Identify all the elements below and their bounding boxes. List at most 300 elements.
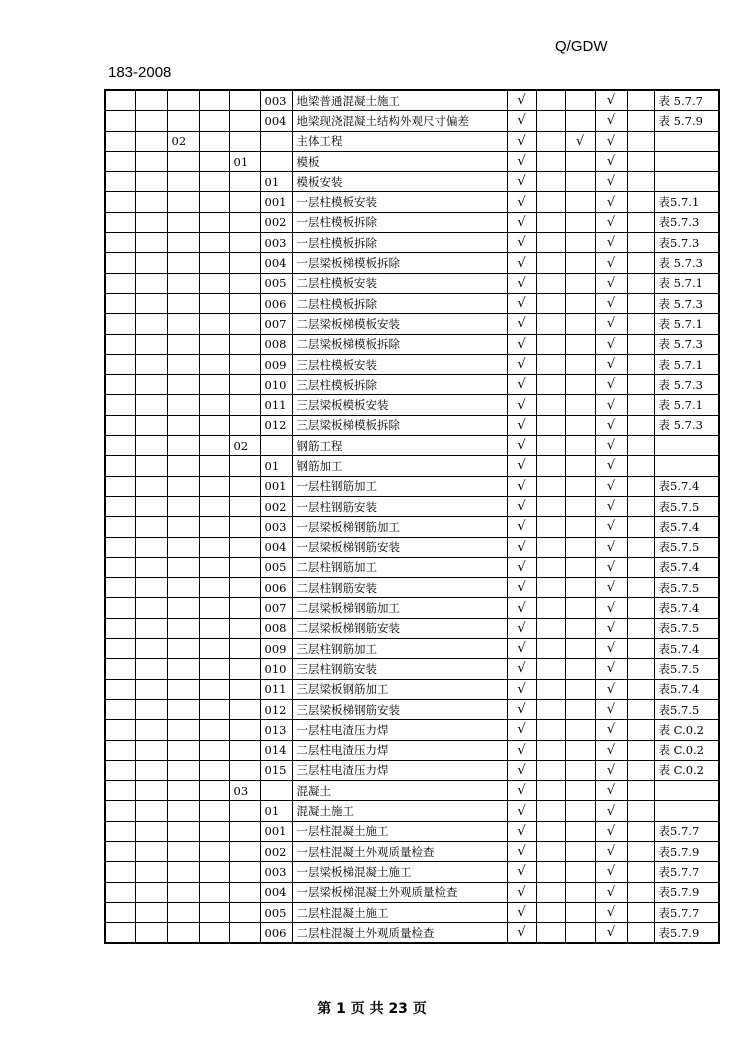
cell-check-2 (565, 314, 595, 334)
table-row (105, 659, 719, 679)
cell-check-2 (565, 841, 595, 861)
cell-check-4 (627, 111, 654, 131)
cell-check-4 (627, 740, 654, 760)
cell-check-4 (627, 659, 654, 679)
check-mark-icon: √ (606, 641, 616, 657)
table-row (105, 111, 719, 131)
cell-item-code (229, 821, 260, 841)
cell-check-3 (595, 151, 627, 171)
check-mark-icon: √ (606, 681, 616, 697)
cell-item-code (229, 375, 260, 395)
cell-check-2 (565, 537, 595, 557)
cell-division-code (167, 699, 199, 719)
cell-check-2 (565, 131, 595, 151)
cell-level-1 (105, 293, 135, 313)
cell-level-1 (105, 781, 135, 801)
cell-item-name: 三层梁板梯钢筋安装 (292, 699, 507, 719)
cell-level-1 (105, 456, 135, 476)
check-mark-icon: √ (517, 438, 526, 454)
cell-check-1b (536, 233, 565, 253)
cell-check-1b (536, 598, 565, 618)
cell-subdivision-code (199, 578, 229, 598)
cell-table-ref: 表5.7.4 (654, 476, 719, 496)
cell-check-4 (627, 517, 654, 537)
cell-check-1 (507, 699, 536, 719)
cell-check-1 (507, 902, 536, 922)
cell-check-1 (507, 192, 536, 212)
cell-check-3 (595, 212, 627, 232)
cell-level-2 (135, 699, 167, 719)
cell-table-ref: 表5.7.4 (654, 679, 719, 699)
cell-division-code (167, 273, 199, 293)
cell-level-1 (105, 192, 135, 212)
cell-table-ref: 表 5.7.1 (654, 314, 719, 334)
cell-subdivision-code (199, 659, 229, 679)
cell-subdivision-code (199, 90, 229, 111)
table-row (105, 192, 719, 212)
cell-item-name: 模板安装 (292, 172, 507, 192)
cell-check-4 (627, 395, 654, 415)
cell-inspection-code (260, 151, 292, 171)
table-row (105, 781, 719, 801)
cell-check-3 (595, 781, 627, 801)
cell-division-code (167, 496, 199, 516)
check-mark-icon: √ (517, 783, 526, 799)
cell-division-code (167, 618, 199, 638)
cell-item-name: 一层柱电渣压力焊 (292, 720, 507, 740)
table-row (105, 354, 719, 374)
cell-table-ref: 表 5.7.3 (654, 293, 719, 313)
cell-check-4 (627, 192, 654, 212)
cell-inspection-code: 005 (260, 273, 292, 293)
cell-check-4 (627, 537, 654, 557)
cell-level-1 (105, 233, 135, 253)
cell-table-ref (654, 456, 719, 476)
cell-subdivision-code (199, 740, 229, 760)
cell-inspection-code: 003 (260, 862, 292, 882)
cell-check-2 (565, 699, 595, 719)
cell-check-1b (536, 618, 565, 638)
cell-item-code (229, 760, 260, 780)
cell-item-name: 一层柱模板拆除 (292, 233, 507, 253)
cell-inspection-code: 005 (260, 902, 292, 922)
cell-table-ref: 表 5.7.9 (654, 111, 719, 131)
cell-inspection-code: 004 (260, 111, 292, 131)
cell-level-2 (135, 740, 167, 760)
cell-check-1 (507, 354, 536, 374)
cell-division-code (167, 598, 199, 618)
cell-check-1 (507, 639, 536, 659)
cell-check-4 (627, 720, 654, 740)
check-mark-icon: √ (606, 722, 616, 738)
cell-item-code (229, 923, 260, 944)
check-mark-icon: √ (517, 864, 526, 880)
cell-division-code (167, 192, 199, 212)
check-mark-icon: √ (606, 702, 616, 718)
cell-item-code (229, 740, 260, 760)
cell-check-1b (536, 659, 565, 679)
cell-inspection-code: 006 (260, 578, 292, 598)
cell-check-2 (565, 740, 595, 760)
cell-item-name: 三层梁板钢筋加工 (292, 679, 507, 699)
cell-item-name: 主体工程 (292, 131, 507, 151)
check-mark-icon: √ (606, 397, 616, 413)
cell-item-name: 二层柱模板拆除 (292, 293, 507, 313)
cell-subdivision-code (199, 781, 229, 801)
cell-item-code (229, 618, 260, 638)
project-division-table (104, 89, 720, 944)
table-row (105, 801, 719, 821)
cell-check-1 (507, 172, 536, 192)
check-mark-icon: √ (517, 316, 526, 332)
table-body (105, 90, 719, 943)
cell-check-1 (507, 862, 536, 882)
check-mark-icon: √ (517, 905, 526, 921)
check-mark-icon: √ (606, 377, 616, 393)
cell-subdivision-code (199, 151, 229, 171)
cell-subdivision-code (199, 639, 229, 659)
cell-item-name: 一层柱模板拆除 (292, 212, 507, 232)
cell-check-1b (536, 517, 565, 537)
cell-check-1b (536, 781, 565, 801)
check-mark-icon: √ (517, 214, 526, 230)
cell-item-code (229, 354, 260, 374)
cell-level-1 (105, 253, 135, 273)
cell-table-ref: 表 5.7.3 (654, 334, 719, 354)
cell-level-2 (135, 720, 167, 740)
cell-check-1b (536, 253, 565, 273)
cell-check-1 (507, 517, 536, 537)
cell-level-2 (135, 781, 167, 801)
check-mark-icon: √ (517, 458, 526, 474)
cell-level-1 (105, 740, 135, 760)
cell-level-1 (105, 172, 135, 192)
cell-check-1b (536, 862, 565, 882)
cell-check-2 (565, 151, 595, 171)
check-mark-icon: √ (517, 397, 526, 413)
cell-check-1b (536, 111, 565, 131)
cell-division-code (167, 821, 199, 841)
cell-check-4 (627, 273, 654, 293)
cell-division-code (167, 151, 199, 171)
cell-item-code (229, 557, 260, 577)
cell-check-3 (595, 131, 627, 151)
cell-check-4 (627, 476, 654, 496)
check-mark-icon: √ (517, 357, 526, 372)
cell-level-2 (135, 436, 167, 456)
cell-level-2 (135, 517, 167, 537)
cell-item-code (229, 537, 260, 557)
cell-check-1 (507, 598, 536, 618)
cell-check-2 (565, 639, 595, 659)
cell-check-4 (627, 293, 654, 313)
cell-inspection-code: 004 (260, 253, 292, 273)
cell-inspection-code: 010 (260, 375, 292, 395)
cell-check-1 (507, 720, 536, 740)
cell-subdivision-code (199, 882, 229, 902)
cell-subdivision-code (199, 760, 229, 780)
cell-item-name: 二层柱电渣压力焊 (292, 740, 507, 760)
cell-check-2 (565, 395, 595, 415)
cell-check-1 (507, 90, 536, 111)
cell-level-1 (105, 436, 135, 456)
cell-check-1b (536, 720, 565, 740)
check-mark-icon: √ (575, 133, 585, 149)
cell-check-4 (627, 212, 654, 232)
table-row (105, 314, 719, 334)
cell-check-2 (565, 233, 595, 253)
cell-check-3 (595, 760, 627, 780)
cell-check-3 (595, 841, 627, 861)
cell-table-ref: 表5.7.4 (654, 639, 719, 659)
cell-check-3 (595, 720, 627, 740)
cell-check-1b (536, 821, 565, 841)
cell-level-2 (135, 375, 167, 395)
cell-division-code (167, 882, 199, 902)
cell-inspection-code: 013 (260, 720, 292, 740)
cell-check-2 (565, 192, 595, 212)
cell-check-4 (627, 882, 654, 902)
check-mark-icon: √ (606, 275, 616, 291)
cell-item-code (229, 90, 260, 111)
cell-check-1 (507, 456, 536, 476)
cell-item-code (229, 111, 260, 131)
cell-item-name: 二层梁板梯模板安装 (292, 314, 507, 334)
cell-check-1b (536, 882, 565, 902)
table-row (105, 720, 719, 740)
cell-item-name: 二层梁板梯模板拆除 (292, 334, 507, 354)
table-row (105, 212, 719, 232)
cell-table-ref: 表5.7.4 (654, 557, 719, 577)
cell-level-2 (135, 90, 167, 111)
table-row (105, 395, 719, 415)
cell-check-3 (595, 456, 627, 476)
cell-subdivision-code (199, 923, 229, 944)
cell-inspection-code: 011 (260, 395, 292, 415)
table-row (105, 476, 719, 496)
cell-division-code (167, 334, 199, 354)
cell-subdivision-code (199, 476, 229, 496)
cell-check-1 (507, 273, 536, 293)
cell-level-1 (105, 354, 135, 374)
cell-subdivision-code (199, 415, 229, 435)
cell-item-name: 一层梁板梯模板拆除 (292, 253, 507, 273)
cell-division-code (167, 537, 199, 557)
cell-check-2 (565, 436, 595, 456)
cell-check-2 (565, 90, 595, 111)
check-mark-icon: √ (606, 600, 616, 616)
check-mark-icon: √ (606, 357, 616, 372)
table-row (105, 557, 719, 577)
cell-check-3 (595, 172, 627, 192)
cell-check-4 (627, 801, 654, 821)
cell-level-2 (135, 496, 167, 516)
cell-level-2 (135, 537, 167, 557)
cell-table-ref (654, 781, 719, 801)
cell-check-4 (627, 233, 654, 253)
cell-division-code (167, 90, 199, 111)
cell-check-1b (536, 131, 565, 151)
check-mark-icon: √ (517, 661, 526, 677)
cell-item-code (229, 172, 260, 192)
cell-level-1 (105, 334, 135, 354)
cell-subdivision-code (199, 517, 229, 537)
cell-level-1 (105, 314, 135, 334)
cell-check-2 (565, 334, 595, 354)
cell-check-3 (595, 354, 627, 374)
cell-item-code (229, 598, 260, 618)
cell-inspection-code: 005 (260, 557, 292, 577)
check-mark-icon: √ (606, 783, 616, 799)
cell-level-2 (135, 476, 167, 496)
cell-inspection-code: 003 (260, 233, 292, 253)
cell-inspection-code: 006 (260, 293, 292, 313)
cell-check-1b (536, 375, 565, 395)
cell-item-name: 一层柱钢筋加工 (292, 476, 507, 496)
cell-subdivision-code (199, 334, 229, 354)
cell-check-3 (595, 639, 627, 659)
cell-check-3 (595, 90, 627, 111)
standard-number: 183-2008 (108, 64, 172, 81)
cell-division-code (167, 293, 199, 313)
cell-subdivision-code (199, 314, 229, 334)
cell-division-code (167, 436, 199, 456)
table-row (105, 760, 719, 780)
cell-check-1 (507, 293, 536, 313)
cell-division-code: 02 (167, 131, 199, 151)
cell-item-name: 三层柱模板拆除 (292, 375, 507, 395)
cell-table-ref: 表5.7.4 (654, 517, 719, 537)
cell-item-name: 一层梁板梯混凝土外观质量检查 (292, 882, 507, 902)
cell-division-code (167, 841, 199, 861)
cell-subdivision-code (199, 354, 229, 374)
cell-check-2 (565, 760, 595, 780)
cell-level-2 (135, 172, 167, 192)
check-mark-icon: √ (517, 417, 526, 433)
check-mark-icon: √ (606, 925, 616, 941)
cell-table-ref: 表5.7.5 (654, 578, 719, 598)
cell-check-1b (536, 436, 565, 456)
cell-check-3 (595, 436, 627, 456)
table-row (105, 273, 719, 293)
check-mark-icon: √ (517, 722, 526, 738)
cell-check-1b (536, 151, 565, 171)
cell-check-4 (627, 415, 654, 435)
check-mark-icon: √ (606, 580, 616, 596)
check-mark-icon: √ (517, 803, 526, 819)
cell-division-code (167, 456, 199, 476)
cell-subdivision-code (199, 699, 229, 719)
cell-item-code (229, 862, 260, 882)
cell-check-1b (536, 740, 565, 760)
cell-table-ref: 表5.7.3 (654, 212, 719, 232)
cell-level-2 (135, 902, 167, 922)
check-mark-icon: √ (517, 620, 526, 636)
cell-check-4 (627, 618, 654, 638)
cell-level-2 (135, 233, 167, 253)
cell-table-ref: 表 5.7.3 (654, 253, 719, 273)
cell-level-2 (135, 192, 167, 212)
cell-table-ref: 表5.7.5 (654, 699, 719, 719)
cell-level-1 (105, 902, 135, 922)
cell-item-name: 一层柱混凝土外观质量检查 (292, 841, 507, 861)
cell-check-1 (507, 618, 536, 638)
cell-level-2 (135, 882, 167, 902)
check-mark-icon: √ (606, 884, 616, 900)
cell-check-1 (507, 578, 536, 598)
cell-check-3 (595, 395, 627, 415)
table-row (105, 90, 719, 111)
cell-check-1 (507, 760, 536, 780)
check-mark-icon: √ (606, 661, 616, 677)
cell-check-3 (595, 659, 627, 679)
cell-check-2 (565, 679, 595, 699)
cell-level-2 (135, 618, 167, 638)
check-mark-icon: √ (606, 255, 616, 271)
cell-check-3 (595, 598, 627, 618)
check-mark-icon: √ (606, 864, 616, 880)
cell-check-1 (507, 557, 536, 577)
cell-check-4 (627, 781, 654, 801)
cell-item-name: 一层柱钢筋安装 (292, 496, 507, 516)
table-row (105, 517, 719, 537)
cell-item-name: 模板 (292, 151, 507, 171)
cell-item-code (229, 456, 260, 476)
cell-item-name: 三层梁板模板安装 (292, 395, 507, 415)
cell-check-3 (595, 537, 627, 557)
cell-subdivision-code (199, 253, 229, 273)
check-mark-icon: √ (606, 296, 616, 312)
cell-check-4 (627, 314, 654, 334)
cell-check-1 (507, 253, 536, 273)
cell-division-code (167, 679, 199, 699)
cell-level-2 (135, 111, 167, 131)
cell-inspection-code: 007 (260, 314, 292, 334)
cell-level-1 (105, 537, 135, 557)
cell-check-1b (536, 801, 565, 821)
cell-division-code (167, 476, 199, 496)
check-mark-icon: √ (517, 702, 526, 718)
check-mark-icon: √ (606, 154, 616, 170)
check-mark-icon: √ (606, 559, 616, 575)
cell-check-4 (627, 334, 654, 354)
cell-inspection-code: 002 (260, 496, 292, 516)
check-mark-icon: √ (517, 93, 526, 109)
table-row (105, 923, 719, 944)
cell-check-1 (507, 151, 536, 171)
cell-subdivision-code (199, 111, 229, 131)
cell-division-code (167, 801, 199, 821)
cell-subdivision-code (199, 273, 229, 293)
cell-check-3 (595, 882, 627, 902)
cell-inspection-code: 015 (260, 760, 292, 780)
cell-check-4 (627, 639, 654, 659)
cell-check-1b (536, 496, 565, 516)
cell-check-3 (595, 801, 627, 821)
cell-check-4 (627, 862, 654, 882)
check-mark-icon: √ (606, 417, 616, 433)
cell-table-ref: 表5.7.5 (654, 659, 719, 679)
cell-division-code (167, 578, 199, 598)
table-row (105, 862, 719, 882)
cell-check-3 (595, 334, 627, 354)
cell-table-ref: 表5.7.3 (654, 233, 719, 253)
cell-table-ref: 表 5.7.3 (654, 375, 719, 395)
check-mark-icon: √ (606, 174, 616, 190)
check-mark-icon: √ (517, 823, 526, 839)
cell-level-2 (135, 293, 167, 313)
cell-check-2 (565, 598, 595, 618)
